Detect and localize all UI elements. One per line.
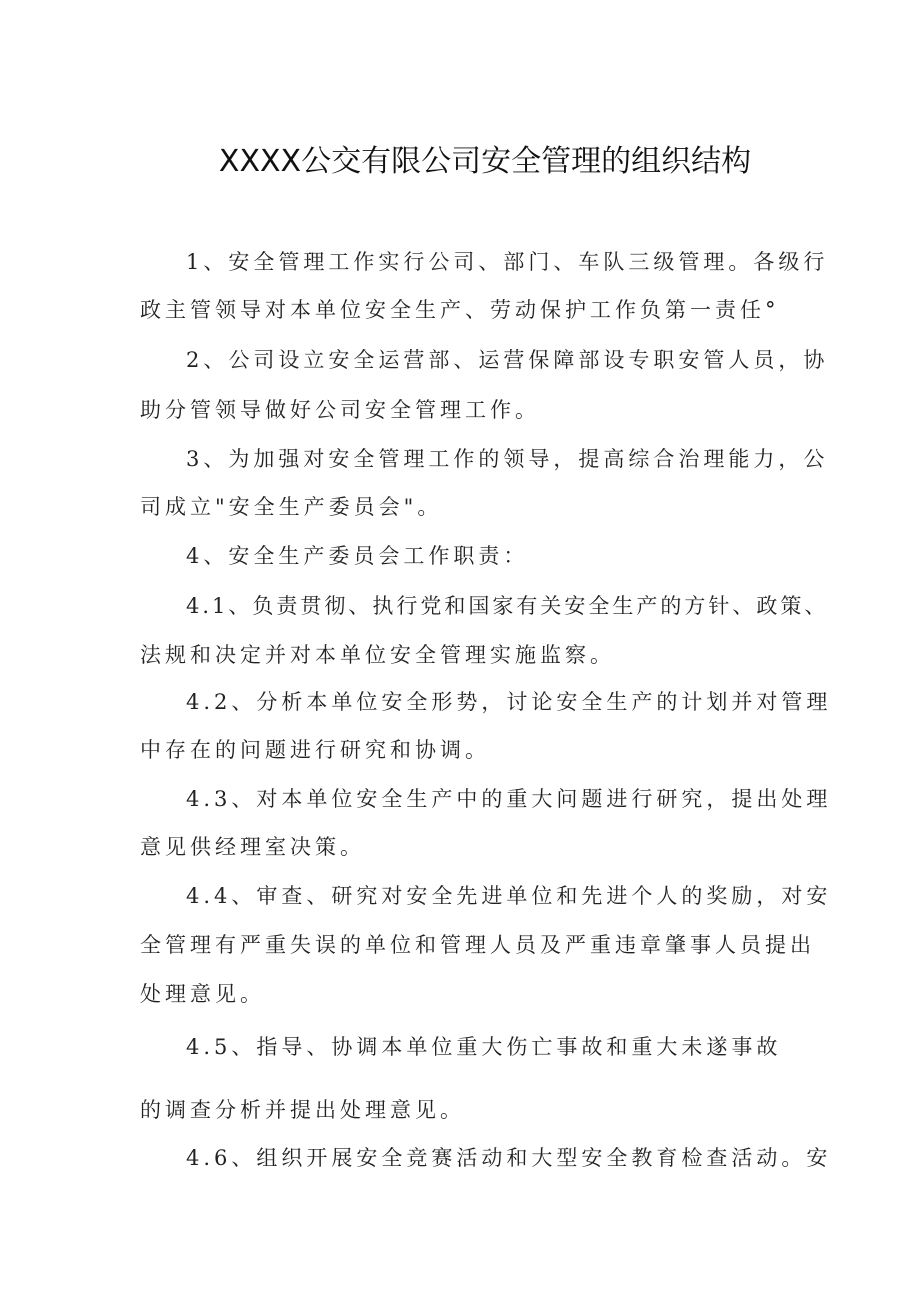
paragraph-line: 4.2、分析本单位安全形势，讨论安全生产的计划并对管理	[186, 690, 832, 714]
paragraph-line: 2、公司设立安全运营部、运营保障部设专职安管人员，协	[186, 348, 829, 372]
paragraph-line: 3、为加强对安全管理工作的领导，提高综合治理能力，公	[186, 447, 829, 471]
paragraph-line: 4.4、审查、研究对安全先进单位和先进个人的奖励，对安	[186, 884, 832, 908]
paragraph-line: 法规和决定并对本单位安全管理实施监察。	[140, 643, 615, 667]
paragraph-line: 4.6、组织开展安全竞赛活动和大型安全教育检查活动。安	[186, 1146, 832, 1170]
paragraph-line: 助分管领导做好公司安全管理工作。	[140, 398, 540, 422]
paragraph-line: 4.1、负责贯彻、执行党和国家有关安全生产的方针、政策、	[186, 594, 829, 618]
paragraph-line: 全管理有严重失误的单位和管理人员及严重违章肇事人员提出	[140, 933, 815, 957]
paragraph-line: 处理意见。	[140, 982, 265, 1006]
paragraph-line: 司成立"安全生产委员会"。	[140, 495, 443, 519]
paragraph-line: 4.5、指导、协调本单位重大伤亡事故和重大未遂事故	[186, 1035, 782, 1059]
paragraph-line: 意见供经理室决策。	[140, 835, 365, 859]
paragraph-line: 4.3、对本单位安全生产中的重大问题进行研究，提出处理	[186, 787, 832, 811]
paragraph-line: 中存在的问题进行研究和协调。	[140, 738, 490, 762]
paragraph-line: 4、安全生产委员会工作职责：	[186, 544, 529, 568]
paragraph-line: 1、安全管理工作实行公司、部门、车队三级管理。各级行	[186, 250, 829, 274]
paragraph-line: 政主管领导对本单位安全生产、劳动保护工作负第一责任°	[140, 298, 780, 322]
paragraph-line: 的调查分析并提出处理意见。	[140, 1098, 465, 1122]
page-title: XXXX公交有限公司安全管理的组织结构	[218, 144, 752, 179]
